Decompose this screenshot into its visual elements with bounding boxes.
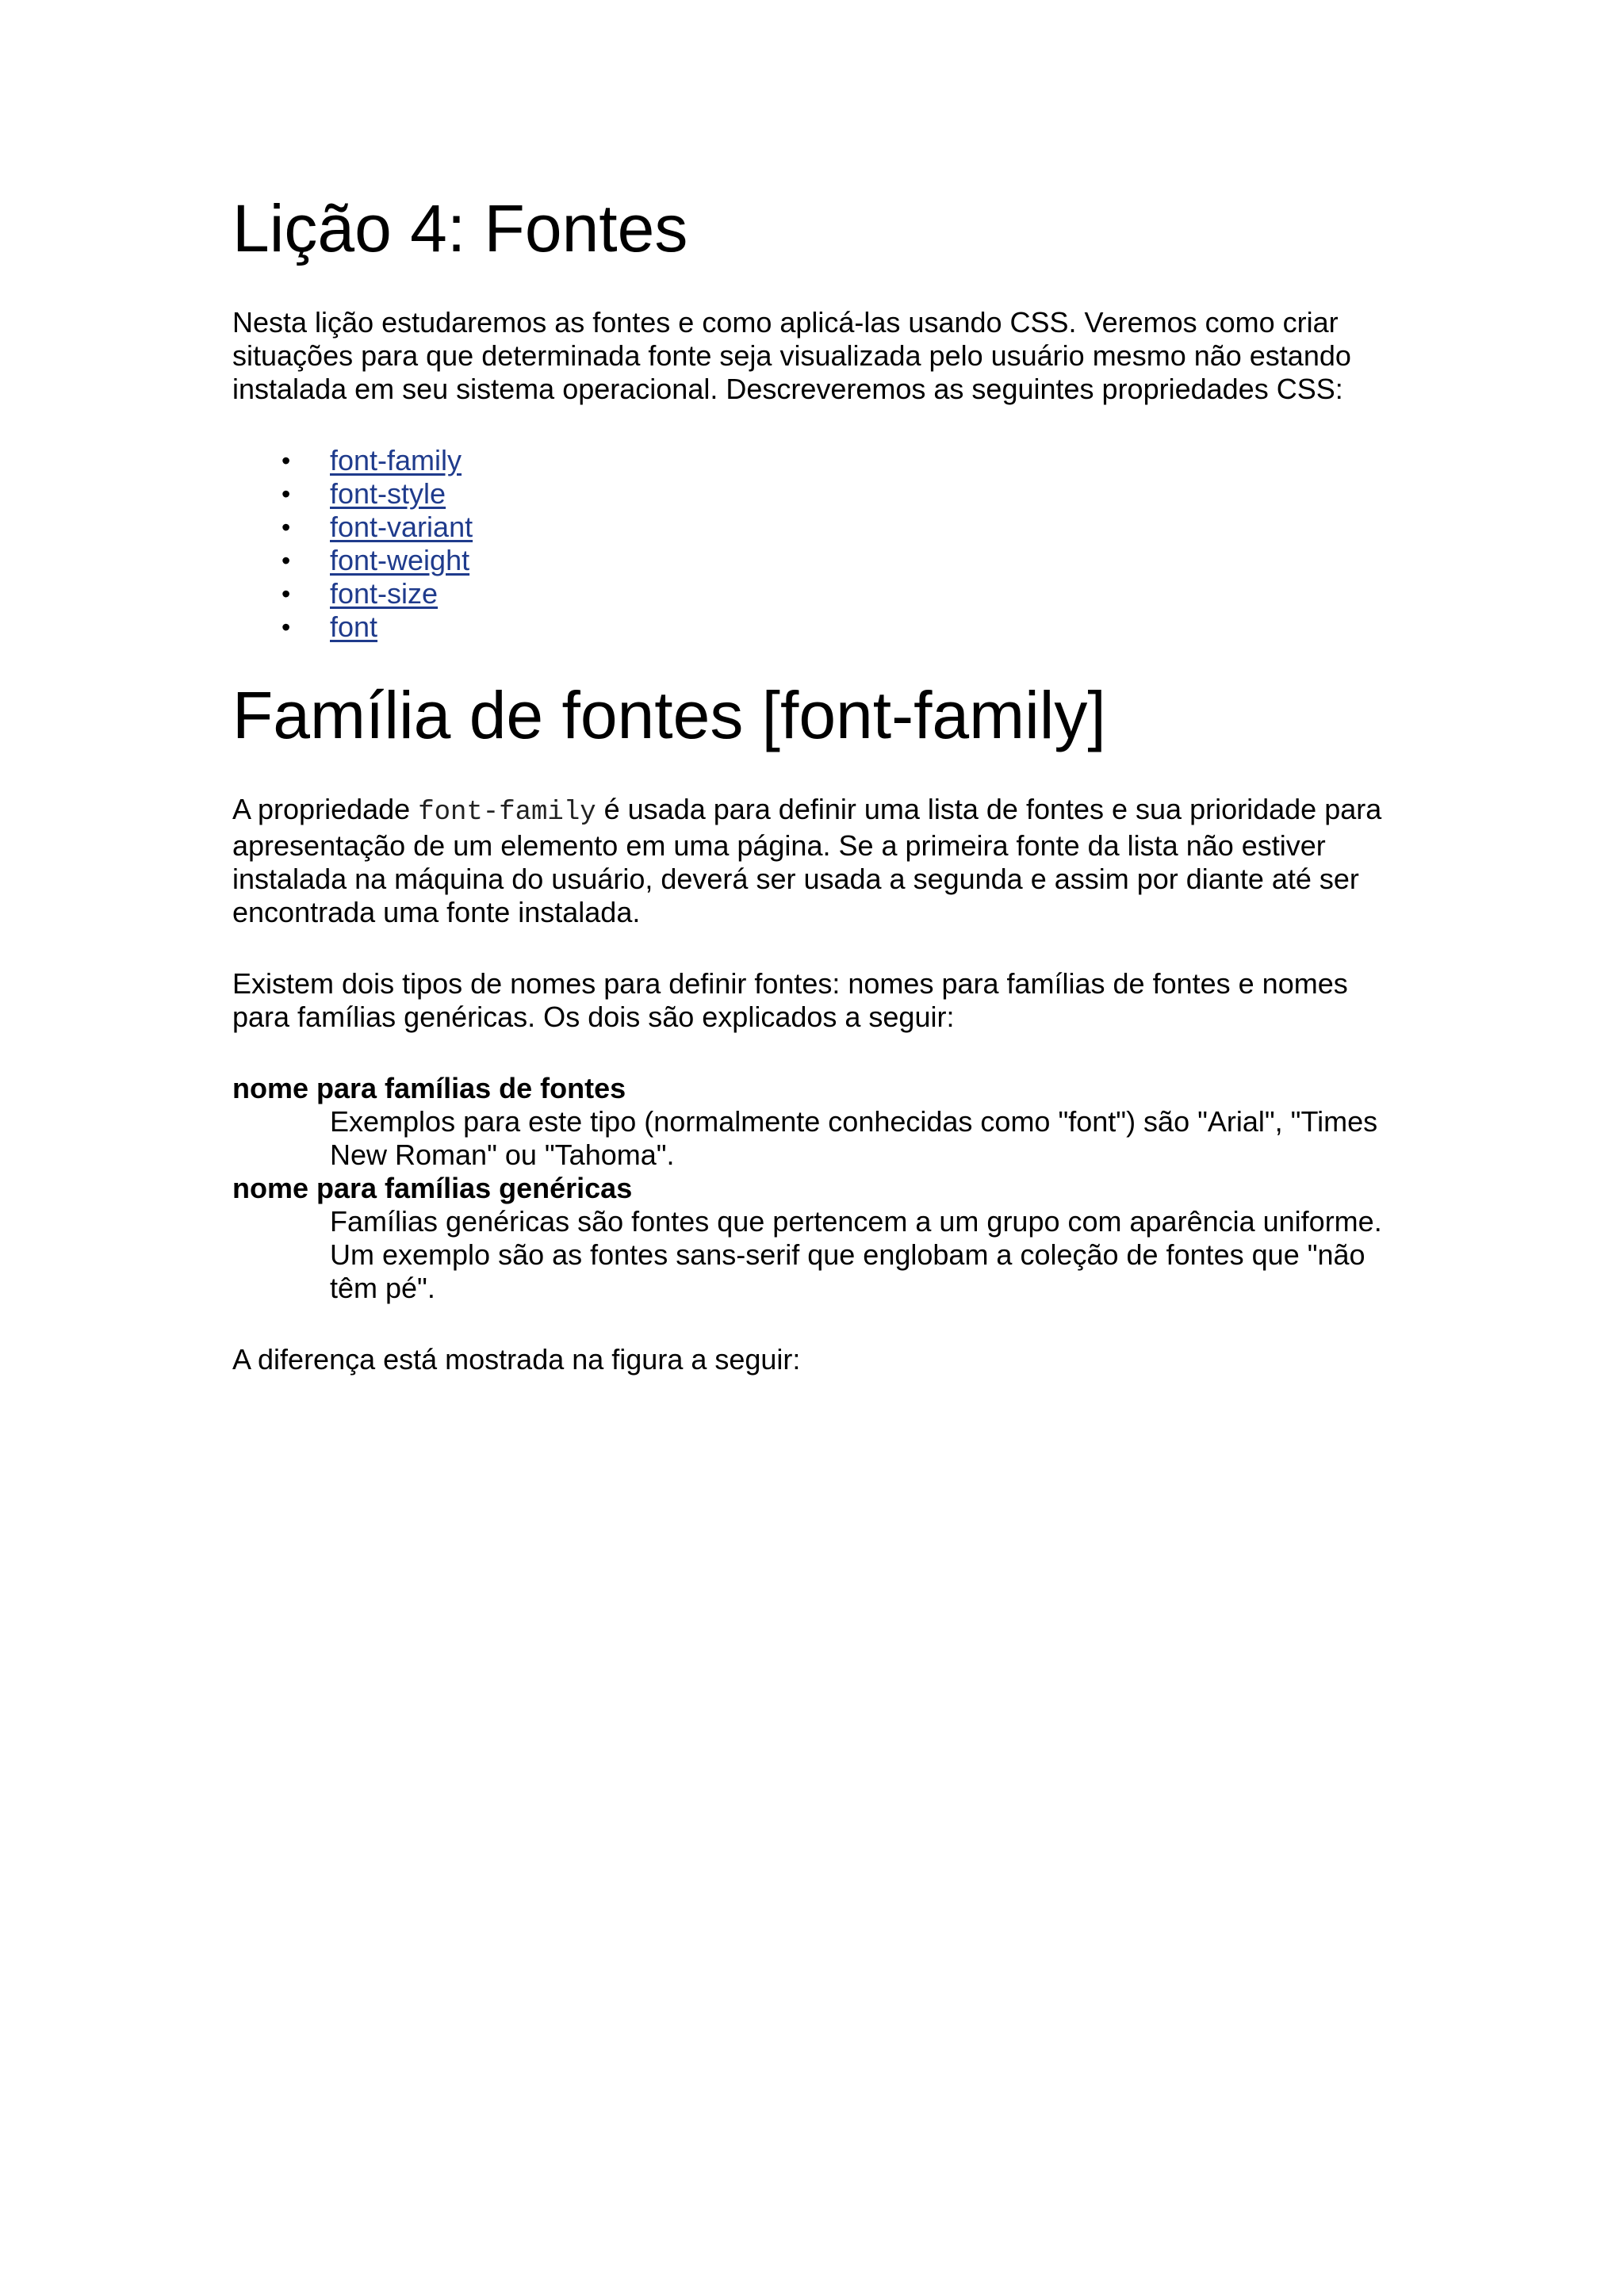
list-item bbox=[232, 610, 1406, 644]
list-item bbox=[232, 544, 1406, 577]
link-font-size[interactable]: font-size bbox=[330, 577, 439, 610]
list-item bbox=[232, 511, 1406, 544]
bullet-icon: • bbox=[282, 580, 291, 608]
list-item bbox=[232, 477, 1406, 511]
paragraph-text: é usada para definir uma lista de fontes e sua prioridade para apresentação de um elemento em uma página. Se a primeira fonte da lista não estiver instalada na máquina do usuário, deverá ser usada a segunda e assim por diante até ser encontrada uma fonte instalada. bbox=[232, 793, 1382, 928]
definition-term: nome para famílias genéricas bbox=[232, 1172, 633, 1204]
page-title: Lição 4: Fontes bbox=[232, 191, 688, 266]
difference-paragraph: A diferença está mostrada na figura a seguir: bbox=[232, 1343, 801, 1376]
bullet-icon: • bbox=[282, 446, 291, 475]
inline-code: font-family bbox=[418, 798, 596, 828]
link-font-weight[interactable]: font-weight bbox=[330, 544, 470, 576]
font-family-paragraph bbox=[232, 793, 1406, 929]
paragraph-text: A propriedade bbox=[232, 793, 419, 825]
definition-term: nome para famílias de fontes bbox=[232, 1072, 626, 1104]
link-font-family[interactable]: font-family bbox=[330, 444, 462, 476]
bullet-icon: • bbox=[282, 480, 291, 508]
types-paragraph: Existem dois tipos de nomes para definir fontes: nomes para famílias de fontes e nomes para famílias genéricas. Os dois são explicados a seguir: bbox=[232, 967, 1348, 1033]
definition-description: Exemplos para este tipo (normalmente conhecidas como "font") são "Arial", "Times New Roman" ou "Tahoma". bbox=[330, 1105, 1378, 1171]
link-font-variant[interactable]: font-variant bbox=[330, 511, 473, 543]
list-item bbox=[232, 577, 1406, 610]
bullet-icon: • bbox=[282, 546, 291, 575]
intro-paragraph: Nesta lição estudaremos as fontes e como aplicá-las usando CSS. Veremos como criar situações para que determinada fonte seja visualizada pelo usuário mesmo não estando instalada em seu sistema operacional. Descreveremos as seguintes propriedades CSS: bbox=[232, 306, 1351, 405]
link-font[interactable]: font bbox=[330, 610, 378, 643]
bullet-icon: • bbox=[282, 513, 291, 541]
bullet-icon: • bbox=[282, 613, 291, 641]
document-content bbox=[232, 182, 1406, 1376]
properties-list bbox=[232, 444, 1406, 644]
definition-description: Famílias genéricas são fontes que pertencem a um grupo com aparência uniforme. Um exemplo são as fontes sans-serif que englobam a coleção de fontes que "não têm pé". bbox=[330, 1205, 1382, 1304]
link-font-style[interactable]: font-style bbox=[330, 477, 446, 510]
section-heading: Família de fontes [font-family] bbox=[232, 678, 1106, 752]
definition-list bbox=[232, 1072, 1406, 1305]
list-item bbox=[232, 444, 1406, 477]
